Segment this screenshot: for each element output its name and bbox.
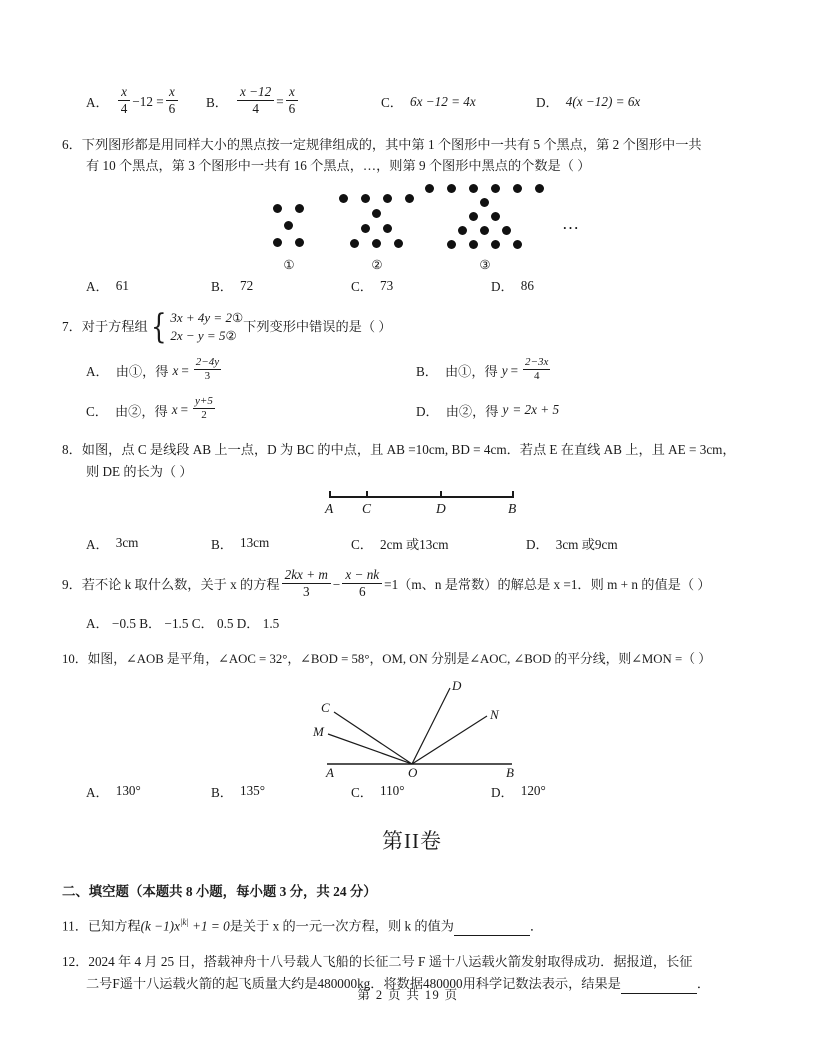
fraction-numerator: x − nk	[342, 567, 382, 584]
option-c-label: C．	[381, 95, 403, 111]
option-b[interactable]	[416, 357, 552, 385]
equals-sign: =	[180, 402, 189, 418]
option-d[interactable]	[491, 782, 546, 801]
question-7-prefix: 7．对于方程组	[62, 319, 148, 335]
page-content	[62, 78, 762, 994]
option-c[interactable]	[351, 276, 491, 295]
option-b-label: B．	[211, 279, 233, 295]
option-b[interactable]	[211, 534, 351, 553]
option-d-text: 4(x −12) = 6x	[565, 93, 641, 109]
dot	[383, 224, 392, 233]
segment-line	[329, 496, 514, 498]
option-b[interactable]	[211, 276, 351, 295]
dot	[513, 240, 522, 249]
tick-b	[512, 491, 514, 497]
dot	[480, 198, 489, 207]
question-11	[62, 915, 762, 937]
fraction-numerator: x	[118, 84, 131, 101]
option-a-label: A．	[86, 364, 109, 380]
dot	[502, 226, 511, 235]
question-9-suffix: =1（m、n 是常数）的解总是 x =1．则 m + n 的值是（ ）	[384, 577, 711, 593]
dot	[372, 209, 381, 218]
dot	[394, 239, 403, 248]
question-6-figure	[62, 182, 762, 274]
option-a-label: A．	[86, 279, 109, 295]
option-a-label: A．	[86, 784, 109, 800]
dot-pattern-1	[273, 204, 305, 250]
option-a-value: 130°	[115, 783, 141, 799]
option-a[interactable]	[86, 357, 416, 385]
question-10-figure	[62, 676, 762, 780]
question-11-prefix: 11．已知方程	[62, 917, 141, 933]
question-8-figure	[62, 490, 762, 530]
option-c-from: 由②，得	[114, 403, 168, 419]
option-d-label: D．	[416, 403, 439, 419]
option-a[interactable]	[86, 534, 211, 553]
equals-sign: =	[510, 362, 519, 378]
option-b-label: B．	[206, 95, 228, 111]
dot	[469, 212, 478, 221]
option-a-label: A．	[86, 536, 109, 552]
figure-ellipsis: …	[562, 214, 581, 234]
option-b-from: 由①，得	[444, 364, 498, 380]
question-8-line-2: 则 DE 的长为（ ）	[86, 463, 193, 479]
option-a-label: A．	[86, 95, 109, 111]
option-b-variable: y	[501, 362, 508, 378]
option-b-mid: =	[276, 93, 284, 109]
dot	[372, 239, 381, 248]
tick-c	[366, 491, 368, 497]
dot	[447, 184, 456, 193]
option-a-fraction	[194, 356, 221, 384]
fraction-denominator: 3	[302, 584, 310, 599]
option-c-value: 2cm 或13cm	[379, 536, 449, 552]
option-d[interactable]	[416, 396, 559, 424]
fraction-numerator: 2kx + m	[282, 567, 331, 584]
fill-in-the-blank-header: 二、填空题（本题共 8 小题，每小题 3 分，共 24 分）	[62, 883, 377, 899]
fraction-numerator: x	[286, 84, 299, 101]
dot	[513, 184, 522, 193]
dot	[491, 212, 500, 221]
system-equation-2-mark: ②	[225, 329, 237, 344]
fraction-denominator: 6	[358, 584, 366, 599]
fraction-denominator: 4	[533, 370, 540, 383]
option-d-label: D．	[491, 279, 514, 295]
fraction-numerator: 2−3x	[523, 356, 550, 370]
dot	[383, 194, 392, 203]
figure-label-2: ②	[371, 258, 383, 273]
figure-label-3: ③	[479, 258, 491, 273]
segment-label-d: D	[436, 500, 446, 516]
tick-a	[329, 491, 331, 497]
fraction-numerator: x −12	[237, 84, 274, 101]
dot	[405, 194, 414, 203]
dot	[295, 204, 304, 213]
dot	[284, 221, 293, 230]
fraction-denominator: 3	[204, 370, 211, 383]
question-12-line-2-text: 二号F遥十八运载火箭的起飞质量大约是480000kg．将数据480000用科学记数法表示，结果是	[86, 975, 621, 991]
option-d[interactable]	[491, 276, 534, 295]
option-a[interactable]	[86, 782, 211, 801]
option-c[interactable]	[351, 782, 491, 801]
dot	[361, 224, 370, 233]
option-a[interactable]	[86, 85, 206, 119]
option-d-value: 3cm 或9cm	[555, 536, 618, 552]
dot	[469, 184, 478, 193]
question-10-options	[62, 782, 762, 801]
option-d-label: D．	[526, 536, 549, 552]
dot	[491, 184, 500, 193]
fraction-denominator: 4	[252, 101, 259, 117]
tick-d	[440, 491, 442, 497]
question-5-options	[62, 85, 762, 119]
section-title-juan-2: 第II卷	[382, 828, 442, 853]
minus-sign: −	[332, 577, 341, 593]
option-b-label: B．	[211, 784, 233, 800]
option-c-text: 6x −12 = 4x	[409, 93, 476, 109]
question-7-options-row-2	[62, 396, 762, 424]
answer-blank[interactable]	[454, 923, 530, 936]
dot	[295, 238, 304, 247]
angle-label-a: A	[326, 764, 334, 780]
dot	[458, 226, 467, 235]
segment-label-b: B	[508, 500, 517, 516]
option-c-fraction	[193, 395, 215, 423]
option-c-value: 73	[379, 277, 394, 293]
option-d[interactable]	[526, 534, 618, 553]
question-7-line-1	[62, 306, 762, 347]
question-7-options-row-1	[62, 357, 762, 385]
option-d-expression: = 2x + 5	[512, 402, 560, 418]
option-a-value: 3cm	[115, 535, 139, 551]
segment-label-a: A	[325, 500, 334, 516]
fraction-denominator: 4	[120, 101, 128, 117]
option-b-value: 135°	[239, 783, 266, 799]
question-6-line-2: 有 10 个黑点，第 3 个图形中一共有 16 个黑点，…，则第 9 个图形中黑点的个数是（ ）	[86, 157, 591, 173]
option-d-value: 86	[520, 277, 534, 293]
question-12-period: ．	[696, 975, 711, 991]
dot	[535, 184, 544, 193]
dot	[425, 184, 434, 193]
option-b-value: 72	[239, 277, 254, 293]
option-b-fraction-1	[237, 84, 274, 118]
angle-label-m: M	[313, 723, 324, 739]
option-a[interactable]	[86, 276, 211, 295]
question-11-equation: (k −1)x	[140, 917, 180, 933]
dot	[491, 240, 500, 249]
dot-pattern-3	[425, 184, 545, 256]
question-9-line-1	[62, 568, 762, 602]
option-c[interactable]	[381, 85, 536, 119]
option-b[interactable]	[206, 85, 381, 119]
option-d[interactable]	[536, 85, 640, 119]
dot	[480, 226, 489, 235]
option-d-from: 由②，得	[445, 403, 499, 419]
option-c-variable: x	[171, 402, 178, 418]
option-d-variable: y	[502, 402, 509, 418]
angle-label-d: D	[452, 677, 462, 693]
option-c-value: 110°	[379, 783, 405, 799]
dot	[350, 239, 359, 248]
option-a-from: 由①，得	[115, 364, 169, 380]
option-c-label: C．	[86, 403, 108, 419]
option-a-mid: −12 =	[132, 93, 164, 109]
question-7-suffix: 下列变形中错误的是（ ）	[243, 319, 392, 335]
dot	[339, 194, 348, 203]
fraction-denominator: 6	[288, 101, 296, 117]
dot	[273, 238, 282, 247]
option-a-value: 61	[115, 277, 129, 293]
option-c-label: C．	[351, 784, 373, 800]
question-11-equation-tail: +1 = 0	[188, 917, 230, 933]
option-b-value: 13cm	[239, 535, 270, 551]
dot	[361, 194, 370, 203]
system-equation-1: 3x + 4y = 2	[170, 310, 232, 326]
option-d-label: D．	[491, 784, 514, 800]
fraction-numerator: y+5	[193, 395, 215, 409]
angle-label-o: O	[408, 764, 418, 780]
option-d-value: 120°	[520, 783, 546, 799]
option-a-fraction-2	[166, 84, 179, 118]
option-c[interactable]	[86, 396, 416, 424]
option-c-label: C．	[351, 536, 373, 552]
fraction-numerator: 2−4y	[194, 356, 221, 370]
segment-label-c: C	[362, 500, 372, 516]
dot	[447, 240, 456, 249]
page-footer: 第 2 页 共 19 页	[357, 988, 459, 1002]
question-9-fraction-1	[282, 567, 331, 601]
figure-label-1: ①	[283, 258, 295, 273]
option-d-label: D．	[536, 95, 559, 111]
question-6-line-1: 6．下列图形都是用同样大小的黑点按一定规律组成的，其中第 1 个图形中一共有 5 个黑点，第 2 个图形中一共	[62, 136, 702, 152]
fraction-numerator: x	[166, 84, 179, 101]
dot-pattern-2	[339, 194, 415, 252]
option-b-fraction-2	[286, 84, 299, 118]
dot	[273, 204, 282, 213]
question-12-line-1: 12．2024 年 4 月 25 日，搭载神舟十八号载人飞船的长征二号 F 遥十八运载火箭发射取得成功．据报道，长征	[62, 954, 693, 970]
option-b-label: B．	[211, 536, 233, 552]
question-6-options	[62, 276, 762, 295]
angle-label-n: N	[490, 706, 499, 722]
dot	[469, 240, 478, 249]
system-equation-2: 2x − y = 5	[170, 328, 226, 344]
option-b-label: B．	[416, 364, 438, 380]
question-11-text-after: 是关于 x 的一元一次方程，则 k 的值为	[229, 917, 454, 933]
option-b-fraction	[523, 356, 550, 384]
fraction-denominator: 2	[201, 409, 207, 422]
question-8-options	[62, 534, 762, 553]
question-11-period: ．	[529, 917, 544, 933]
question-11-exponent: |k|	[179, 916, 189, 927]
question-9-fraction-2	[342, 567, 382, 601]
system-equation-1-mark: ①	[231, 311, 244, 326]
option-b[interactable]	[211, 782, 351, 801]
equation-system	[148, 306, 244, 347]
option-c-label: C．	[351, 279, 373, 295]
fraction-denominator: 6	[168, 101, 176, 117]
question-9-options[interactable]: A． −0.5 B． −1.5 C． 0.5 D． 1.5	[86, 615, 280, 631]
question-8-line-1: 8．如图，点 C 是线段 AB 上一点，D 为 BC 的中点，且 AB =10cm, BD = 4cm．若点 E 在直线 AB 上，且 AE = 3cm，	[62, 442, 736, 458]
equals-sign: =	[181, 362, 189, 378]
angle-label-c: C	[321, 699, 330, 715]
left-brace-icon: {	[150, 306, 167, 347]
question-10-line-1: 10．如图，∠AOB 是平角，∠AOC = 32°，∠BOD = 58°，OM, ON 分别是∠AOC, ∠BOD 的平分线，则∠MON =（ ）	[62, 651, 711, 666]
option-a-fraction-1	[118, 84, 131, 118]
option-a-variable: x	[172, 362, 179, 378]
question-9-prefix: 9．若不论 k 取什么数，关于 x 的方程	[62, 577, 280, 593]
option-c[interactable]	[351, 534, 526, 553]
angle-label-b: B	[506, 764, 514, 780]
